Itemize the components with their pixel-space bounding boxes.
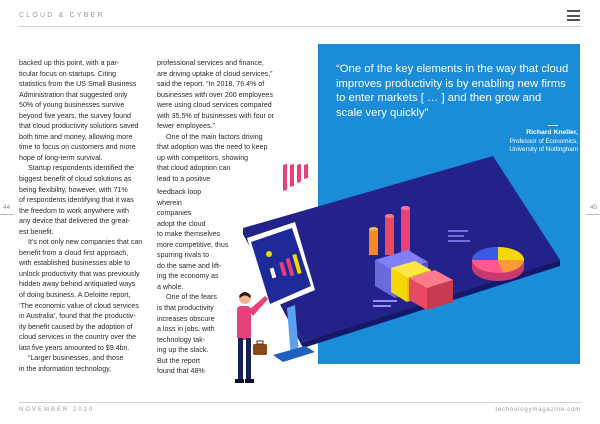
column2-line: businesses with over 200 employees	[157, 90, 273, 99]
column1-line: any device that delivered the great-	[19, 217, 130, 226]
column2-line: professional services and finance,	[157, 59, 264, 67]
column3-line: companies	[157, 209, 192, 218]
column1-line: 50% of young businesses survive	[19, 101, 125, 110]
column1-line: biggest benefit of cloud solutions as	[19, 175, 132, 184]
column2-line: are driving uptake of cloud services,”	[157, 69, 273, 78]
column1-line: the freedom to work anywhere with	[19, 206, 130, 215]
quote-author-role: Professor of Economics,	[509, 137, 578, 145]
column1-line: ‘The economic value of cloud services	[19, 301, 139, 310]
section-label: CLOUD & CYBER	[19, 12, 105, 19]
column1-line: cloud services in the country over the	[19, 333, 137, 342]
column3-line: spurring rivals to	[157, 251, 210, 260]
column3-line: technology tak-	[157, 335, 206, 344]
column3-line: a whole.	[157, 282, 184, 291]
column2-line: that cloud adoption can	[157, 164, 231, 173]
quote-author: Richard Kneller,	[526, 129, 578, 136]
column1-line: time to focus on customers and more	[19, 143, 136, 152]
column1-line: in Australia’, found that the productiv-	[19, 312, 136, 321]
column3-line: is that productivity	[157, 304, 214, 313]
column2-line: with 35.5% of businesses with four or	[157, 111, 275, 120]
column3-line: a loss in jobs, with	[157, 325, 215, 334]
column3-line: found that 48%	[157, 367, 205, 376]
column3-line: feedback loop	[157, 188, 202, 196]
issue-date: NOVEMBER 2020	[19, 407, 95, 413]
column1-line: Startup respondents identified the	[28, 164, 135, 173]
column3-line: ing up the slack.	[157, 346, 209, 355]
column1-line: It’s not only new companies that can	[28, 238, 143, 247]
column3-line: One of the fears	[166, 293, 217, 302]
column1-line: with established businesses able to	[19, 259, 131, 268]
column1-line: est benefit.	[19, 227, 54, 236]
column1-line: both time and money, allowing more	[19, 132, 133, 141]
column1-line: unlock productivity that was previously	[19, 269, 140, 278]
column1-line: that cloud productivity solutions saved	[19, 122, 139, 131]
column1-line: hope of long-term survival.	[19, 153, 103, 162]
column1-line: Administration that suggested only	[19, 90, 128, 99]
column2-line: that adoption was the need to keep	[157, 143, 268, 152]
pie-chart	[472, 247, 524, 281]
page-edge-mark-right	[586, 214, 600, 215]
column2-line: said the report. “In 2018, 76.4% of	[157, 80, 265, 89]
menu-icon[interactable]	[567, 10, 580, 21]
column2-line: One of the main factors driving	[166, 132, 263, 141]
column1-line: of respondents identifying that it was	[19, 196, 134, 205]
quote-author-org: University of Nottingham	[509, 146, 578, 153]
column2-line: were using cloud services compared	[157, 101, 272, 110]
page-number-right: 45	[589, 204, 597, 211]
column1-line: hidden away behind antiquated ways	[19, 280, 136, 289]
column3-line: do the same and lift-	[157, 261, 222, 270]
column1-line: being flexibility, however, with 71%	[19, 185, 128, 194]
header-divider	[19, 26, 581, 27]
column1-line: last five years amounted to $9.4bn.	[19, 343, 130, 352]
bar-cluster-top	[283, 164, 308, 191]
page-number-left: 44	[3, 204, 11, 211]
column3-line: increases obscure	[157, 314, 215, 323]
page-edge-mark-left	[0, 214, 14, 215]
column1-line: benefit from a cloud first approach,	[19, 248, 129, 257]
column3-line: wherein	[157, 198, 182, 207]
person-figure	[235, 292, 268, 383]
website-link[interactable]: technologymagazine.com	[495, 407, 581, 413]
pull-quote: “One of the key elements in the way that cloud improves productivity is by enabling new firms to enter markets [ … ] and then grow and scale very quickly”	[336, 63, 569, 119]
column2-line: lead to a positive	[157, 175, 211, 184]
column1-line: ticular focus on startups. Citing	[19, 69, 116, 78]
column1-line: “Larger businesses, and those	[28, 354, 124, 363]
productivity-illustration	[203, 150, 563, 400]
column3-line: But the report	[157, 356, 200, 365]
column2-line: fewer employees.”	[157, 122, 215, 131]
column1-line: backed up this point, with a par-	[19, 59, 120, 67]
column1-line: beyond five years, the survey found	[19, 111, 131, 120]
column1-line: ity benefit caused by the adoption of	[19, 322, 133, 331]
column3-line: adopt the cloud	[157, 219, 206, 228]
footer-divider	[19, 402, 581, 403]
column1-line: statistics from the US Small Business	[19, 80, 137, 89]
column2-line: up with competitors, showing	[157, 153, 249, 162]
column3-line: ing the economy as	[157, 272, 219, 281]
article-column-1	[19, 58, 156, 374]
column1-line: in the information technology,	[19, 364, 112, 373]
column3-line: more competitive, thus	[157, 240, 229, 249]
column1-line: of doing business. A Deloitte report,	[19, 291, 131, 300]
column3-line: to make themselves	[157, 230, 221, 239]
quote-divider	[548, 125, 558, 126]
